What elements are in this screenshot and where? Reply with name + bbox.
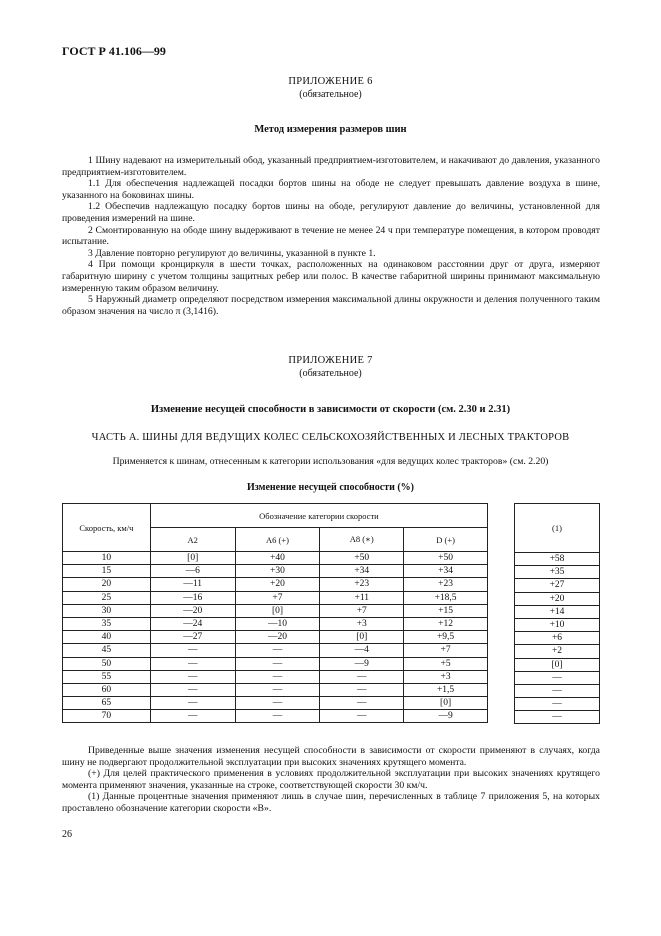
value-cell: — bbox=[320, 683, 404, 696]
value-cell: — bbox=[150, 670, 235, 683]
value-cell: +50 bbox=[320, 552, 404, 565]
column-header: А2 bbox=[150, 528, 235, 552]
speed-load-table bbox=[62, 503, 488, 723]
extra-value-cell: +27 bbox=[515, 579, 600, 592]
value-cell: —20 bbox=[235, 631, 320, 644]
value-cell: — bbox=[235, 697, 320, 710]
value-cell: +23 bbox=[404, 578, 488, 591]
extra-column-table bbox=[514, 503, 600, 724]
table-row bbox=[63, 683, 488, 696]
value-cell: — bbox=[320, 710, 404, 723]
value-cell: +7 bbox=[320, 604, 404, 617]
value-cell: +11 bbox=[320, 591, 404, 604]
value-cell: — bbox=[235, 710, 320, 723]
table-row bbox=[515, 579, 600, 592]
extra-value-cell: — bbox=[515, 684, 600, 697]
value-cell: — bbox=[320, 697, 404, 710]
value-cell: —4 bbox=[320, 644, 404, 657]
value-cell: —9 bbox=[320, 657, 404, 670]
value-cell: —9 bbox=[404, 710, 488, 723]
value-cell: — bbox=[150, 644, 235, 657]
speed-cell: 65 bbox=[63, 697, 151, 710]
speed-cell: 55 bbox=[63, 670, 151, 683]
table-row bbox=[63, 591, 488, 604]
value-cell: — bbox=[320, 670, 404, 683]
value-cell: +34 bbox=[404, 565, 488, 578]
paragraph: 3 Давление повторно регулируют до величины, указанной в пункте 1. bbox=[88, 247, 376, 259]
value-cell: +23 bbox=[320, 578, 404, 591]
value-cell: — bbox=[235, 644, 320, 657]
extra-value-cell: — bbox=[515, 711, 600, 724]
note: Приведенные выше значения изменения несущей способности в зависимости от скорости применяют в случаях, когда шину не подвергают продолжительной эксплуатации при высоких значениях крутящего момента. bbox=[62, 745, 600, 768]
value-cell: +3 bbox=[320, 617, 404, 630]
speed-cell: 70 bbox=[63, 710, 151, 723]
table-row bbox=[63, 697, 488, 710]
value-cell: — bbox=[235, 683, 320, 696]
table-row bbox=[515, 618, 600, 631]
value-cell: — bbox=[150, 657, 235, 670]
speed-cell: 40 bbox=[63, 631, 151, 644]
extra-value-cell: +14 bbox=[515, 605, 600, 618]
table-row bbox=[515, 645, 600, 658]
appendix6-heading: Метод измерения размеров шин bbox=[254, 124, 407, 135]
value-cell: +30 bbox=[235, 565, 320, 578]
speed-cell: 60 bbox=[63, 683, 151, 696]
value-cell: [0] bbox=[320, 631, 404, 644]
extra-value-cell: — bbox=[515, 671, 600, 684]
column-header: А8 (∗) bbox=[320, 528, 404, 552]
value-cell: +3 bbox=[404, 670, 488, 683]
table-row bbox=[515, 566, 600, 579]
extra-value-cell: [0] bbox=[515, 658, 600, 671]
table-row bbox=[63, 631, 488, 644]
value-cell: +9,5 bbox=[404, 631, 488, 644]
extra-value-cell: +2 bbox=[515, 645, 600, 658]
table-row bbox=[63, 644, 488, 657]
column-header: D (+) bbox=[404, 528, 488, 552]
value-cell: —24 bbox=[150, 617, 235, 630]
part-a-title: ЧАСТЬ А. ШИНЫ ДЛЯ ВЕДУЩИХ КОЛЕС СЕЛЬСКОХОЗЯЙСТВЕННЫХ И ЛЕСНЫХ ТРАКТОРОВ bbox=[91, 432, 570, 443]
standard-header: ГОСТ Р 41.106—99 bbox=[62, 44, 166, 58]
extra-value-cell: +10 bbox=[515, 618, 600, 631]
value-cell: — bbox=[235, 670, 320, 683]
value-cell: +18,5 bbox=[404, 591, 488, 604]
value-cell: +7 bbox=[235, 591, 320, 604]
value-cell: —27 bbox=[150, 631, 235, 644]
appendix6-subtitle: (обязательное) bbox=[299, 89, 362, 100]
table-row bbox=[515, 605, 600, 618]
column-header: А6 (+) bbox=[235, 528, 320, 552]
appendix7-heading: Изменение несущей способности в зависимости от скорости (см. 2.30 и 2.31) bbox=[150, 404, 511, 415]
value-cell: +7 bbox=[404, 644, 488, 657]
table-row bbox=[515, 671, 600, 684]
table-row bbox=[63, 565, 488, 578]
speed-cell: 45 bbox=[63, 644, 151, 657]
appendix6-body bbox=[62, 155, 600, 317]
value-cell: +15 bbox=[404, 604, 488, 617]
speed-cell: 10 bbox=[63, 552, 151, 565]
paragraph: 5 Наружный диаметр определяют посредством измерения максимальной длины окружности и деления полученного таким образом значения на число π (3,1416). bbox=[62, 294, 600, 317]
applies-note: Применяется к шинам, отнесенным к категории использования «для ведущих колес тракторов» (см. 2.20) bbox=[112, 456, 549, 467]
value-cell: [0] bbox=[150, 552, 235, 565]
value-cell: +5 bbox=[404, 657, 488, 670]
appendix7-subtitle: (обязательное) bbox=[299, 368, 362, 379]
extra-value-cell: — bbox=[515, 698, 600, 711]
table-row bbox=[63, 604, 488, 617]
value-cell: — bbox=[150, 697, 235, 710]
paragraph: 2 Смонтированную на ободе шину выдерживают в течение не менее 24 ч при температуре помещения, в котором проводят испытание. bbox=[62, 224, 600, 248]
speed-cell: 25 bbox=[63, 591, 151, 604]
extra-value-cell: +20 bbox=[515, 592, 600, 605]
table-row bbox=[515, 711, 600, 724]
value-cell: +50 bbox=[404, 552, 488, 565]
table-row bbox=[63, 578, 488, 591]
table-row bbox=[63, 657, 488, 670]
appendix7-title: ПРИЛОЖЕНИЕ 7 bbox=[288, 355, 373, 366]
value-cell: — bbox=[235, 657, 320, 670]
table-row bbox=[63, 617, 488, 630]
table-row bbox=[515, 658, 600, 671]
table-row bbox=[63, 710, 488, 723]
speed-cell: 15 bbox=[63, 565, 151, 578]
value-cell: —10 bbox=[235, 617, 320, 630]
value-cell: +1,5 bbox=[404, 683, 488, 696]
paragraph: 4 При помощи кронциркуля в шести точках, расположенных на одинаковом расстоянии друг от друга, измеряют габаритную ширину с учетом толщины защитных ребер или полос. В качестве габаритной ширины принимают максимальную измеренную таким образом величину. bbox=[62, 259, 600, 294]
value-cell: +12 bbox=[404, 617, 488, 630]
value-cell: — bbox=[150, 683, 235, 696]
paragraph: 1 Шину надевают на измерительный обод, указанный предприятием-изготовителем, и накачивают до давления, указанного предприятием-изготовителем. bbox=[62, 155, 600, 178]
extra-value-cell: +35 bbox=[515, 566, 600, 579]
note: (1) Данные процентные значения применяют лишь в случае шин, перечисленных в таблице 7 приложения 5, на которых проставлено обозначение категории скорости «В». bbox=[62, 791, 600, 814]
value-cell: —20 bbox=[150, 604, 235, 617]
value-cell: +20 bbox=[235, 578, 320, 591]
speed-cell: 35 bbox=[63, 617, 151, 630]
speed-cell: 50 bbox=[63, 657, 151, 670]
table-notes bbox=[62, 745, 600, 815]
paragraph: 1.1 Для обеспечения надлежащей посадки бортов шины на ободе не следует превышать давление воздуха в шине, указанного на боковинах шины. bbox=[62, 178, 600, 201]
table-row bbox=[515, 592, 600, 605]
appendix6-title: ПРИЛОЖЕНИЕ 6 bbox=[288, 76, 373, 87]
table-row bbox=[515, 698, 600, 711]
speed-cell: 30 bbox=[63, 604, 151, 617]
table-row bbox=[515, 632, 600, 645]
table-row bbox=[63, 552, 488, 565]
note: (+) Для целей практического применения в условиях продолжительной эксплуатации при высоких значениях крутящего момента применяют значения, указанные на строке, соответствующей скорости 30 км/ч. bbox=[62, 768, 600, 791]
table-row bbox=[515, 553, 600, 566]
speed-column-header: Скорость, км/ч bbox=[63, 504, 151, 552]
extra-value-cell: +58 bbox=[515, 553, 600, 566]
speed-cell: 20 bbox=[63, 578, 151, 591]
extra-value-cell: +6 bbox=[515, 632, 600, 645]
value-cell: [0] bbox=[404, 697, 488, 710]
table-row bbox=[515, 684, 600, 697]
extra-column-header: (1) bbox=[515, 504, 600, 553]
table-row bbox=[63, 670, 488, 683]
table-caption: Изменение несущей способности (%) bbox=[246, 482, 414, 493]
value-cell: — bbox=[150, 710, 235, 723]
value-cell: +40 bbox=[235, 552, 320, 565]
value-cell: —6 bbox=[150, 565, 235, 578]
page-number: 26 bbox=[62, 829, 72, 840]
value-cell: [0] bbox=[235, 604, 320, 617]
value-cell: +34 bbox=[320, 565, 404, 578]
paragraph: 1.2 Обеспечив надлежащую посадку бортов шины на ободе, регулируют давление до величины, установленной для проведения измерений на шине. bbox=[62, 201, 600, 224]
value-cell: —11 bbox=[150, 578, 235, 591]
value-cell: —16 bbox=[150, 591, 235, 604]
category-column-header: Обозначение категории скорости bbox=[150, 504, 487, 528]
